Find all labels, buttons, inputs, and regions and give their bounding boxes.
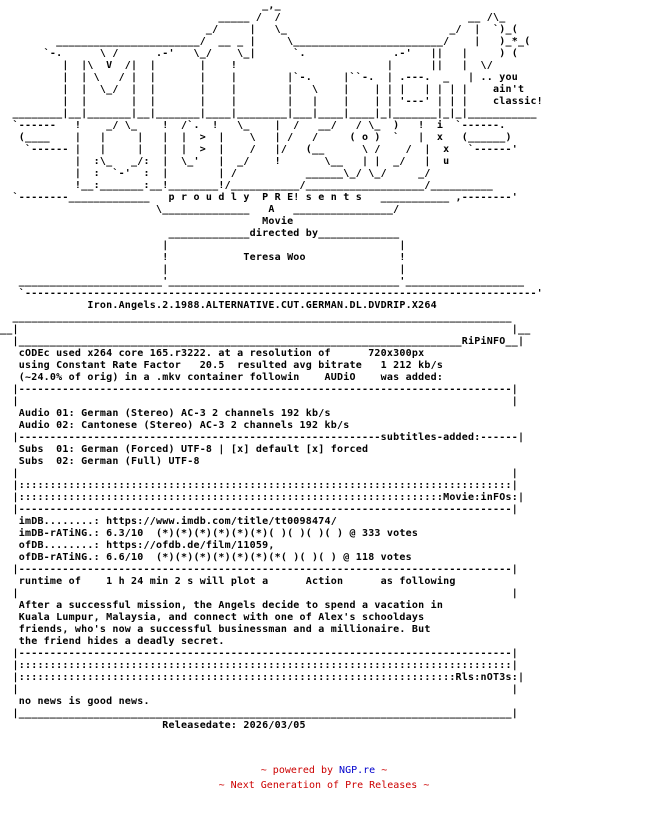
audio-line-1: Audio 01: German (Stereo) AC-3 2 channels 192 kb/s: [0, 408, 331, 419]
plot-line-1: After a successful mission, the Angels decide to spend a vacation in: [0, 600, 444, 611]
footer-powered-by: ~ powered by NGP.re ~: [260, 765, 388, 776]
imdb-rating: imDB-rATiNG.: 6.3/10 (*)(*)(*)(*)(*)(*)( )( )( )( ) @ 333 votes: [0, 528, 419, 539]
ofdb-rating: ofDB-rATiNG.: 6.6/10 (*)(*)(*)(*)(*)(*)(*( )( )( ) @ 118 votes: [0, 552, 412, 563]
audio-line-2: Audio 02: Cantonese (Stereo) AC-3 2 channels 192 kb/s: [0, 420, 350, 431]
subtitle-line-1: Subs 01: German (Forced) UTF-8 | [x] default [x] forced: [0, 444, 369, 455]
plot-line-2: Kuala Lumpur, Malaysia, and connect with one of Alex's schooldays: [0, 612, 425, 623]
ripinfo-line-1: cODEc used x264 core 165.r3222. at a resolution of 720x300px: [0, 348, 425, 359]
ascii-art-logo: _,_ _____ / / __ /\_ _/ | \_ _/ | `)_( _______________________/ __ _ | \________________________/ | )_*_( `-. \ / .-' \_/ \_| `. .-' || | ) ( | |\ V /| | | ! | || | \/ | | \ / | | | | |`-. |``-. | .---. _ | .. you | | \_/ | | | | | \ | | | | | | | | ain't | | | | | | | | | | | '---' | | | classic! ________|__|_______|__|_______|____|________|___|____|____|_|_______|_|_|___________ `------ ! _/ \_ ! /`. ! \_ | / __/ / \_ ) ! i `------. (____ | | | | | > | \ | / / ( o ) ` | x (______) `------ | | | | | > | / |/ (__ \ / / | x `------' | :\_ _/: | \_' | _/ ! \__ | | _/ | u | : `-' : | | / ______\_/ \_/ _/ !__:_______:__!________!/___________/___________________/__________ `--------_____________ p r o u d l y P R E! s e n t s ___________ ,--------' \______________ A ________________/ Movie _____________directed by_____________ | | ! Teresa Woo ! | | _______________________'_____________________________________'___________________ `----------------------------------------------------------------------------------' Iron.Angels.2.1988.ALTERNATIVE.CUT.GERMAN.DL.DVDRIP.X264 ________________________________________________________________________________ __| |__ |_______________________________________________________________________RiPiNFO__|: [0, 0, 543, 347]
release-date: Releasedate: 2026/03/05: [0, 720, 306, 731]
imdb-link[interactable]: imDB........: https://www.imdb.com/title/tt0098474/: [0, 516, 337, 527]
ofdb-link[interactable]: ofDB........: https://ofdb.de/film/11059,: [0, 540, 275, 551]
nfo-text-block: _,_ _____ / / __ /\_ _/ | \_ _/ | `)_( _______________________/ __ _ | \________________________/ | )_*_( `-. \ / .-' \_/ \_| `. .-' || | ) ( | |\ V /| | | ! | || | \/ | | \ / | | | | |`-. |``-. | .---. _ | .. you | | \_/ | | | | | \ | | | | | | | | ain't | | | | | | | | | | | '---' | | | classic! ________|__|_______|__|_______|____|________|___|____|____|_|_______|_|_|___________ `------ ! _/ \_ ! /`. ! \_ | / __/ / \_ ) ! i `------. (____ | | | | | > | \ | / / ( o ) ` | x (______) `------ | | | | | > | / |/ (__ \ / / | x `------' | :\_ _/: | \_' | _/ ! \__ | | _/ | u | : `-' : | | / ______\_/ \_/ _/ !__:_______:__!________!/___________/___________________/__________ `--------_____________ p r o u d l y P R E! s e n t s ___________ ,--------' \______________ A ________________/ Movie _____________directed by_____________ | | ! Teresa Woo ! | | _______________________'_____________________________________'___________________ `----------------------------------------------------------------------------------' Iron.Angels.2.1988.ALTERNATIVE.CUT.GERMAN.DL.DVDRIP.X264 ________________________________________________________________________________ __| |__ |_______________________________________________________________________RiPiNFO__| cODEc used x264 core 165.r3222. at a resolution of 720x300px using Constant Rate Factor 20.5 resulted avg bitrate 1 212 kb/s (~24.0% of orig) in a .mkv container followin AUDiO was added: |-------------------------------------------------------------------------------| | | Audio 01: German (Stereo) AC-3 2 channels 192 kb/s Audio 02: Cantonese (Stereo) AC-3 2 channels 192 kb/s |----------------------------------------------------------subtitles-added:------| Subs 01: German (Forced) UTF-8 | [x] default [x] forced Subs 02: German (Full) UTF-8 | | |:::::::::::::::::::::::::::::::::::::::::::::::::::::::::::::::::::::::::::::::| |::::::::::::::::::::::::::::::::::::::::::::::::::::::::::::::::::::Movie:inFOs:| |-------------------------------------------------------------------------------| imDB........: https://www.imdb.com/title/tt0098474/ imDB-rATiNG.: 6.3/10 (*)(*)(*)(*)(*)(*)( )( )( )( ) @ 333 votes ofDB........: https://ofdb.de/film/11059, ofDB-rATiNG.: 6.6/10 (*)(*)(*)(*)(*)(*)(*( )( )( ) @ 118 votes |-------------------------------------------------------------------------------| runtime of 1 h 24 min 2 s will plot a Action as following | | After a successful mission, the Angels decide to spend a vacation in Kuala Lumpur, Malaysia, and connect with one of Alex's schooldays friends, who's now a successful businessman and a millionaire. But the friend hides a deadly secret. |-------------------------------------------------------------------------------| |:::::::::::::::::::::::::::::::::::::::::::::::::::::::::::::::::::::::::::::::| |::::::::::::::::::::::::::::::::::::::::::::::::::::::::::::::::::::::Rls:nOT3s:| | | no news is good news. |_______________________________________________________________________________| Releasedate: 2026/03/05: [0, 0, 543, 731]
ripinfo-line-2: using Constant Rate Factor 20.5 resulted avg bitrate 1 212 kb/s: [0, 360, 444, 371]
footer-tagline: ~ Next Generation of Pre Releases ~: [218, 780, 430, 791]
ngp-link[interactable]: NGP.re: [339, 765, 376, 776]
movie-info-header: |::::::::::::::::::::::::::::::::::::::::::::::::::::::::::::::::::::Movie:inFOs:|: [0, 492, 525, 503]
subtitles-header: |----------------------------------------------------------subtitles-added:------|: [0, 432, 525, 443]
plot-line-3: friends, who's now a successful businessman and a millionaire. But: [0, 624, 431, 635]
runtime-line: runtime of 1 h 24 min 2 s will plot a Action as following: [0, 576, 456, 587]
release-notes-text: no news is good news.: [0, 696, 150, 707]
release-notes-header: |::::::::::::::::::::::::::::::::::::::::::::::::::::::::::::::::::::::Rls:nOT3s:|: [0, 672, 525, 683]
plot-line-4: the friend hides a deadly secret.: [0, 636, 225, 647]
subtitle-line-2: Subs 02: German (Full) UTF-8: [0, 456, 200, 467]
ripinfo-line-3: (~24.0% of orig) in a .mkv container followin AUDiO was added:: [0, 372, 444, 383]
